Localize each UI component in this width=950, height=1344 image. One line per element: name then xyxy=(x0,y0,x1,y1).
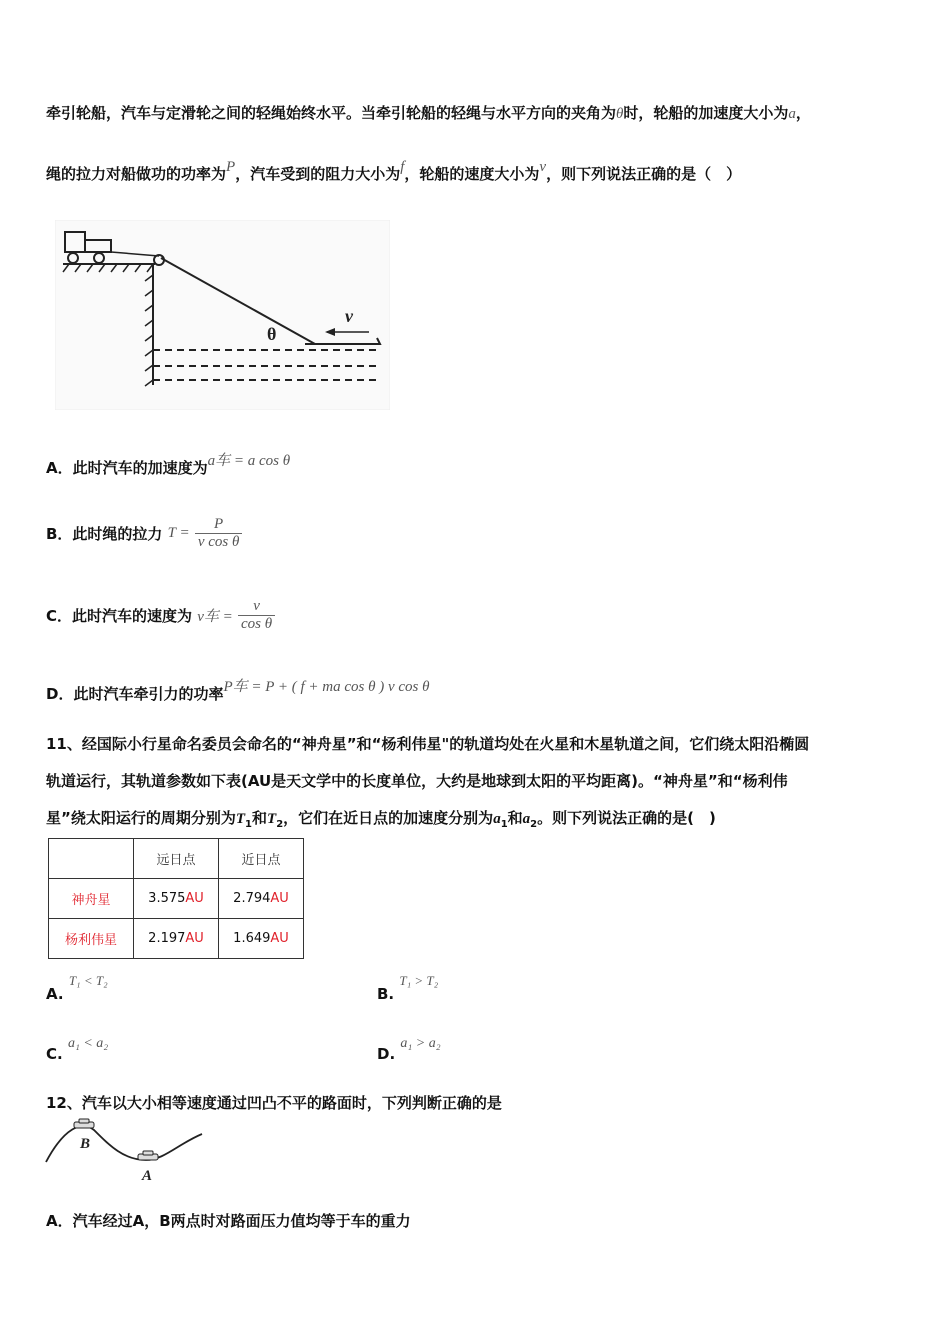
q10-option-a[interactable]: A．此时汽车的加速度为a车 = a cos θ xyxy=(46,453,291,477)
theta-symbol: θ xyxy=(616,106,624,122)
q11-option-b[interactable]: B. T₁ > T₂ xyxy=(377,973,439,1003)
bumpy-road-figure xyxy=(44,1118,206,1188)
P-symbol: P xyxy=(226,159,236,175)
table-cell-near: 1.649AU xyxy=(219,919,304,959)
orbit-parameter-table xyxy=(48,838,304,959)
q10-option-d[interactable]: D．此时汽车牵引力的功率P车 = P + ( f + ma cos θ ) v cos θ xyxy=(46,679,430,703)
table-cell-name: 神舟星 xyxy=(49,879,134,919)
road-curve xyxy=(46,1126,202,1162)
car-a-icon xyxy=(138,1151,158,1160)
table-cell-name: 杨利伟星 xyxy=(49,919,134,959)
q10-option-c[interactable]: C．此时汽车的速度为 v车 = $\frac{v}{\text{cos θ}}$ xyxy=(46,598,275,633)
table-cell-far: 2.197AU xyxy=(134,919,219,959)
q11-option-c-formula: a₁ < a₂ xyxy=(67,1036,109,1051)
option-b-lhs: T = xyxy=(167,525,190,541)
table-cell-near: 2.794AU xyxy=(219,879,304,919)
v-symbol: v xyxy=(539,159,547,175)
label-b: B xyxy=(80,1136,91,1152)
q11-option-c[interactable]: C. a₁ < a₂ xyxy=(46,1036,109,1063)
option-d-formula: P车 = P + ( f + ma cos θ ) v cos θ xyxy=(223,679,430,695)
figure-v-label: v xyxy=(345,306,353,326)
figure-theta-label: θ xyxy=(267,324,277,344)
q11-stem-line2: 轨道运行，其轨道参数如下表(AU是天文学中的长度单位，大约是地球到太阳的平均距离)。“神舟星”和“杨利伟 xyxy=(46,772,788,790)
option-c-fraction: $\frac{v}{\text{cos θ}}$ xyxy=(238,598,275,633)
q11-option-d[interactable]: D. a₁ > a₂ xyxy=(377,1036,441,1063)
q10-stem-line1: 牵引轮船，汽车与定滑轮之间的轻绳始终水平。当牵引轮船的轻绳与水平方向的夹角为θ时，轮船的加速度大小为a， xyxy=(46,104,811,122)
q12-stem: 12、汽车以大小相等速度通过凹凸不平的路面时，下列判断正确的是 xyxy=(46,1094,502,1112)
table-header-cell: 近日点 xyxy=(219,839,304,879)
q10-option-b[interactable]: B．此时绳的拉力 T = $\frac{P}{\text{v cos θ}}$ xyxy=(46,516,242,551)
car-b-icon xyxy=(74,1119,94,1128)
truck-boat-pulley-figure xyxy=(55,220,390,410)
q11-stem-line3: 星”绕太阳运行的周期分别为$T_1$和$T_2$，它们在近日点的加速度分别为$a_1$和$a_2$。则下列说法正确的是( ) xyxy=(46,809,716,830)
q11-option-a-formula: T₁ < T₂ xyxy=(68,973,108,988)
option-a-formula: a车 = a cos θ xyxy=(207,453,291,469)
f-symbol: f xyxy=(400,159,405,175)
table-row xyxy=(49,879,304,919)
q11-option-a[interactable]: A. T₁ < T₂ xyxy=(46,973,108,1003)
label-a: A xyxy=(142,1168,153,1184)
q12-option-a[interactable]: A．汽车经过A，B两点时对路面压力值均等于车的重力 xyxy=(46,1212,411,1230)
q10-stem-line2: 绳的拉力对船做功的功率为P，汽车受到的阻力大小为f，轮船的速度大小为v，则下列说法正确的是（ ） xyxy=(46,159,742,183)
option-c-lhs: v车 = xyxy=(197,609,233,625)
option-b-fraction: $\frac{P}{\text{v cos θ}}$ xyxy=(195,516,243,551)
q11-option-d-formula: a₁ > a₂ xyxy=(400,1036,441,1051)
table-header-row xyxy=(49,839,304,879)
table-row xyxy=(49,919,304,959)
table-header-cell xyxy=(49,839,134,879)
q11-option-b-formula: T₁ > T₂ xyxy=(399,973,439,988)
a-symbol: a xyxy=(788,106,796,122)
table-cell-far: 3.575AU xyxy=(134,879,219,919)
q11-stem-line1: 11、经国际小行星命名委员会命名的“神舟星”和“杨利伟星"的轨道均处在火星和木星轨道之间，它们绕太阳沿椭圆 xyxy=(46,735,810,753)
table-header-cell: 远日点 xyxy=(134,839,219,879)
